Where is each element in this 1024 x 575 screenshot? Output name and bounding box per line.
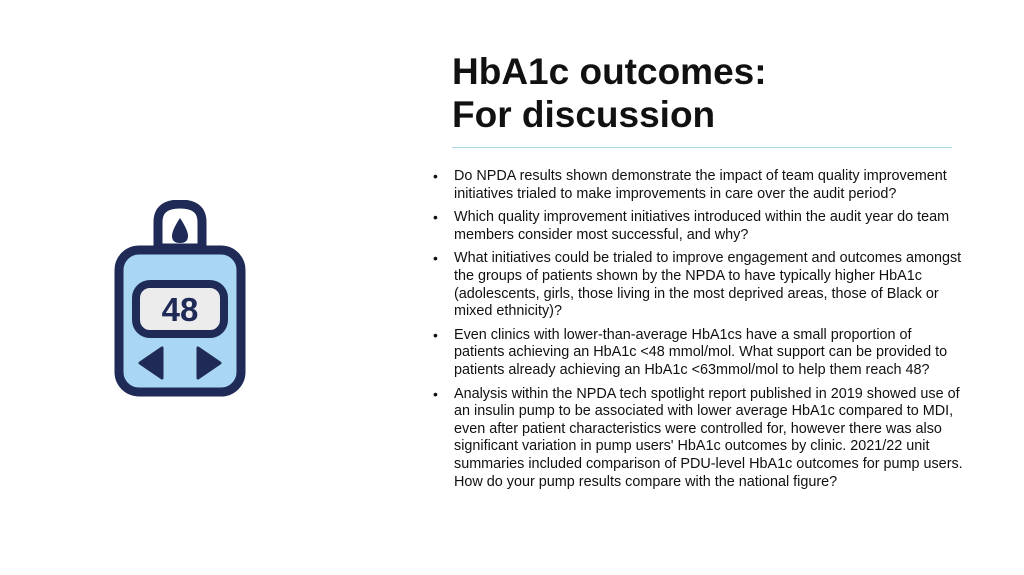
bullet-text: Analysis within the NPDA tech spotlight report published in 2019 showed use of an insulin pump to be associated with lower average HbA1c compared to MDI, even after patient characteristics were controlled for, however there was also significant variation in pump users' HbA1c outcomes by clinic. 2021/22 unit summaries included comparison of PDU-level HbA1c outcomes for pump users. How do your pump results compare with the national figure? (454, 385, 963, 490)
bullet-marker: • (433, 168, 438, 184)
bullet-marker: • (433, 209, 438, 226)
title-divider (452, 147, 952, 148)
bullet-text: Which quality improvement initiatives introduced within the audit year do team members consider most successful, and why? (454, 209, 950, 243)
discussion-bullet-list (433, 168, 965, 497)
bullet-text: Do NPDA results shown demonstrate the impact of team quality improvement initiatives trialed to make improvements in care over the audit period? (454, 168, 947, 202)
bullet-text: What initiatives could be trialed to improve engagement and outcomes amongst the groups of patients shown by the NPDA to have typically higher HbA1c (adolescents, girls, those living in the most deprived areas, those of Black or mixed ethnicity)? (454, 250, 962, 320)
bullet-marker: • (433, 385, 438, 402)
bullet-item (433, 250, 965, 320)
bullet-item (433, 168, 965, 203)
bullet-text: Even clinics with lower-than-average HbA1cs have a small proportion of patients achieving an HbA1c <48 mmol/mol. What support can be provided to patients already achieving an HbA1c <63mmol/mol to help them reach 48? (454, 326, 948, 378)
bullet-item (433, 327, 965, 380)
bullet-item (433, 386, 965, 492)
bullet-marker: • (433, 326, 438, 343)
bullet-marker: • (433, 250, 438, 267)
glucose-meter-icon (112, 200, 248, 398)
bullet-item (433, 209, 965, 244)
title-line-2: For discussion (452, 94, 716, 135)
slide-title (452, 50, 972, 136)
title-line-1: HbA1c outcomes: (452, 51, 767, 92)
meter-reading: 48 (161, 291, 199, 328)
